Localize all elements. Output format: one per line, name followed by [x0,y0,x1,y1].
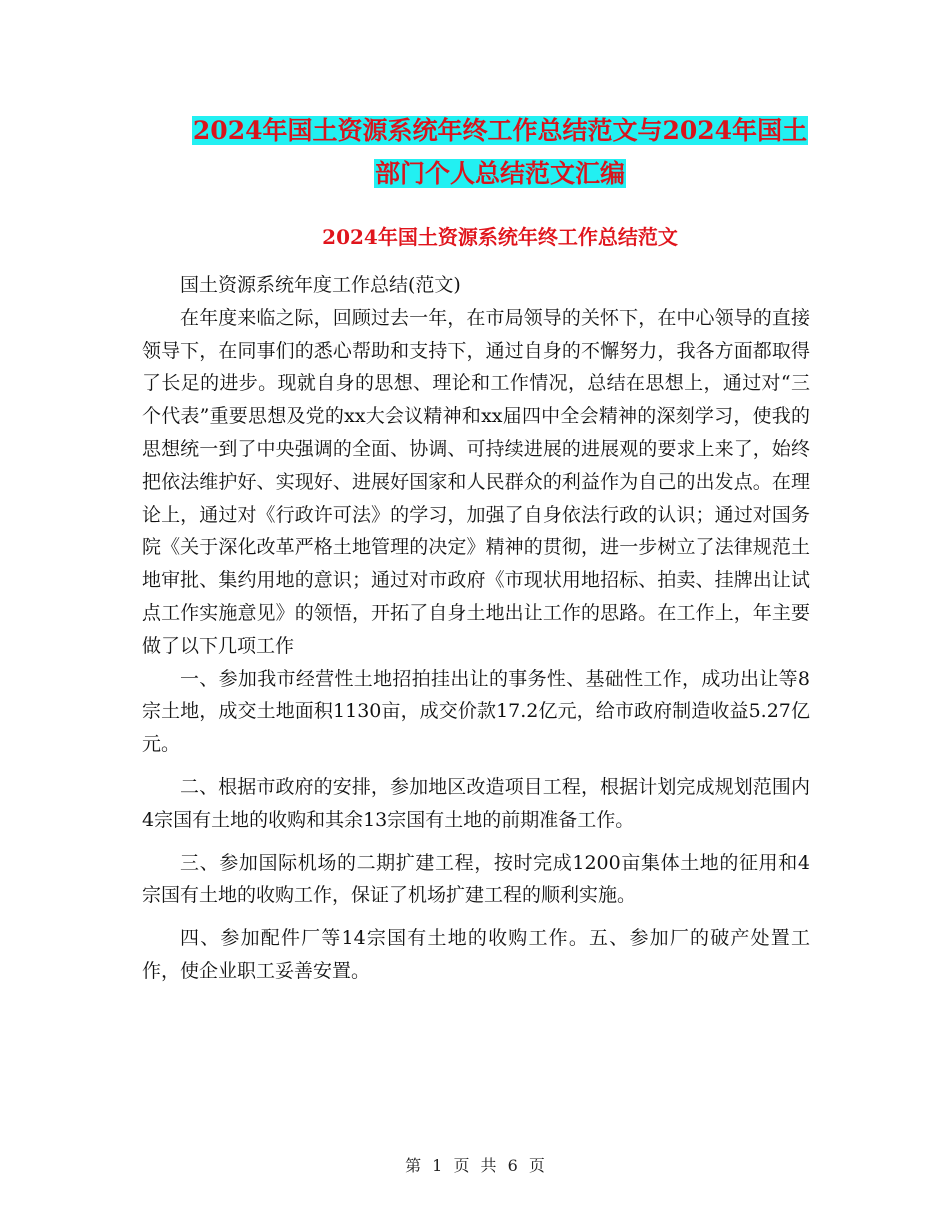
page-number-footer: 第 1 页 共 6 页 [405,1156,545,1175]
paragraph-item-4: 四、参加配件厂等14宗国有土地的收购工作。五、参加厂的破产处置工作，使企业职工妥善安置。 [142,927,810,982]
paragraph-item-2: 二、根据市政府的安排，参加地区改造项目工程，根据计划完成规划范围内4宗国有土地的收购和其余13宗国有土地的前期准备工作。 [142,775,810,831]
document-title-line-1 [120,114,880,148]
title-highlight-1: 2024年国土资源系统年终工作总结范文与2024年国土 [192,116,808,145]
paragraph-intro: 在年度来临之际，回顾过去一年，在市局领导的关怀下，在中心领导的直接领导下，在同事们的悉心帮助和支持下，通过自身的不懈努力，我各方面都取得了长足的进步。现就自身的思想、理论和工作情况，总结在思想上，通过对“三个代表”重要思想及党的xx大会议精神和xx届四中全会精神的深刻学习，使我的思想统一到了中央强调的全面、协调、可持续进展的进展观的要求上来了，始终把依法维护好、实现好、进展好国家和人民群众的利益作为自己的出发点。在理论上，通过对《行政许可法》的学习，加强了自身依法行政的认识；通过对国务院《关于深化改革严格土地管理的决定》精神的贯彻，进一步树立了法律规范土地审批、集约用地的意识；通过对市政府《市现状用地招标、拍卖、挂牌出让试点工作实施意见》的领悟，开拓了自身土地出让工作的思路。在工作上，年主要做了以下几项工作 [142,306,810,657]
title-highlight-2: 部门个人总结范文汇编 [374,159,625,188]
paragraph-item-3: 三、参加国际机场的二期扩建工程，按时完成1200亩集体土地的征用和4宗国有土地的收购工作，保证了机场扩建工程的顺利实施。 [142,851,810,907]
paragraph-item-1: 一、参加我市经营性土地招拍挂出让的事务性、基础性工作，成功出让等8宗土地，成交土地面积1130亩，成交价款17.2亿元，给市政府制造收益5.27亿元。 [142,667,810,756]
document-title-line-2 [120,157,880,191]
document-body [142,269,810,988]
section-heading: 2024年国土资源系统年终工作总结范文 [322,225,678,249]
paragraph-subtitle: 国土资源系统年度工作总结(范文) [180,274,461,296]
